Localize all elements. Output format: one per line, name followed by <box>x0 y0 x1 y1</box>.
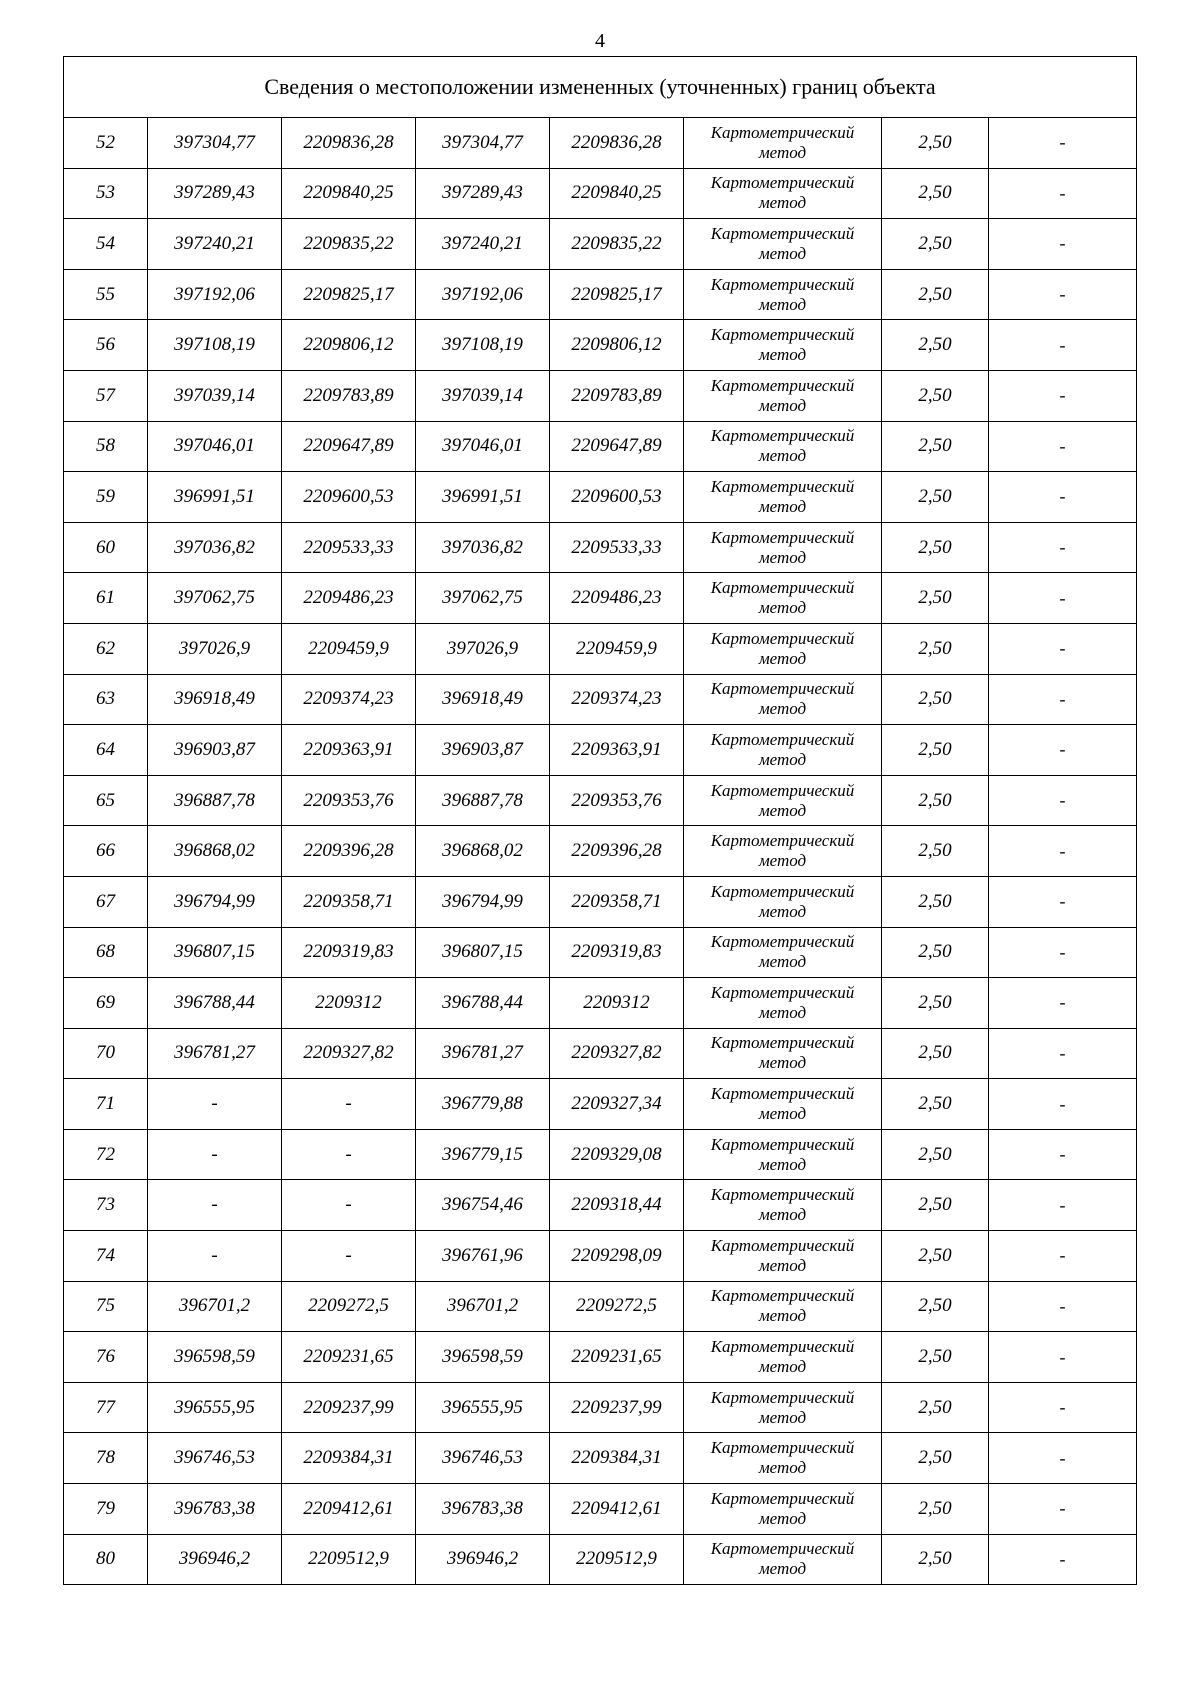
point-number-cell: 65 <box>64 775 148 826</box>
description-cell: - <box>989 1484 1137 1535</box>
table-row <box>64 775 1137 826</box>
precision-cell: 2,50 <box>882 674 989 725</box>
method-cell: Картометрический метод <box>684 725 882 776</box>
precision-cell: 2,50 <box>882 472 989 523</box>
description-cell: - <box>989 472 1137 523</box>
new-x-cell: 397062,75 <box>416 573 550 624</box>
new-y-cell: 2209384,31 <box>550 1433 684 1484</box>
new-y-cell: 2209806,12 <box>550 320 684 371</box>
method-cell: Картометрический метод <box>684 1281 882 1332</box>
new-y-cell: 2209647,89 <box>550 421 684 472</box>
old-x-cell: - <box>148 1129 282 1180</box>
point-number-cell: 80 <box>64 1534 148 1585</box>
precision-cell: 2,50 <box>882 320 989 371</box>
point-number-cell: 69 <box>64 978 148 1029</box>
old-x-cell: 396991,51 <box>148 472 282 523</box>
old-y-cell: 2209237,99 <box>282 1382 416 1433</box>
method-cell: Картометрический метод <box>684 1382 882 1433</box>
new-y-cell: 2209836,28 <box>550 118 684 169</box>
old-y-cell: 2209374,23 <box>282 674 416 725</box>
old-x-cell: 396788,44 <box>148 978 282 1029</box>
new-x-cell: 397108,19 <box>416 320 550 371</box>
old-x-cell: 397108,19 <box>148 320 282 371</box>
new-y-cell: 2209412,61 <box>550 1484 684 1535</box>
precision-cell: 2,50 <box>882 826 989 877</box>
new-x-cell: 396807,15 <box>416 927 550 978</box>
description-cell: - <box>989 978 1137 1029</box>
method-cell: Картометрический метод <box>684 826 882 877</box>
precision-cell: 2,50 <box>882 1231 989 1282</box>
point-number-cell: 54 <box>64 219 148 270</box>
old-x-cell: 396783,38 <box>148 1484 282 1535</box>
new-x-cell: 397192,06 <box>416 269 550 320</box>
precision-cell: 2,50 <box>882 775 989 826</box>
new-y-cell: 2209358,71 <box>550 876 684 927</box>
old-x-cell: - <box>148 1079 282 1130</box>
description-cell: - <box>989 522 1137 573</box>
table-title: Сведения о местоположении измененных (уточненных) границ объекта <box>64 57 1137 118</box>
old-y-cell: 2209533,33 <box>282 522 416 573</box>
old-y-cell: 2209312 <box>282 978 416 1029</box>
table-body <box>64 118 1137 1585</box>
method-cell: Картометрический метод <box>684 370 882 421</box>
old-y-cell: 2209647,89 <box>282 421 416 472</box>
description-cell: - <box>989 876 1137 927</box>
description-cell: - <box>989 168 1137 219</box>
description-cell: - <box>989 370 1137 421</box>
table-row <box>64 1534 1137 1585</box>
new-x-cell: 396701,2 <box>416 1281 550 1332</box>
old-y-cell: 2209231,65 <box>282 1332 416 1383</box>
method-cell: Картометрический метод <box>684 1079 882 1130</box>
old-y-cell: 2209835,22 <box>282 219 416 270</box>
new-y-cell: 2209512,9 <box>550 1534 684 1585</box>
table-row <box>64 978 1137 1029</box>
old-y-cell: - <box>282 1180 416 1231</box>
point-number-cell: 74 <box>64 1231 148 1282</box>
table-row <box>64 421 1137 472</box>
new-x-cell: 396746,53 <box>416 1433 550 1484</box>
precision-cell: 2,50 <box>882 370 989 421</box>
new-x-cell: 397036,82 <box>416 522 550 573</box>
description-cell: - <box>989 1281 1137 1332</box>
old-x-cell: 397039,14 <box>148 370 282 421</box>
new-x-cell: 397026,9 <box>416 623 550 674</box>
description-cell: - <box>989 1180 1137 1231</box>
description-cell: - <box>989 269 1137 320</box>
old-x-cell: 396903,87 <box>148 725 282 776</box>
new-x-cell: 396783,38 <box>416 1484 550 1535</box>
point-number-cell: 77 <box>64 1382 148 1433</box>
table-row <box>64 1079 1137 1130</box>
old-x-cell: 396701,2 <box>148 1281 282 1332</box>
point-number-cell: 58 <box>64 421 148 472</box>
old-y-cell: - <box>282 1079 416 1130</box>
description-cell: - <box>989 219 1137 270</box>
table-row <box>64 370 1137 421</box>
method-cell: Картометрический метод <box>684 269 882 320</box>
old-x-cell: 397240,21 <box>148 219 282 270</box>
table-row <box>64 1180 1137 1231</box>
new-x-cell: 396946,2 <box>416 1534 550 1585</box>
old-y-cell: 2209358,71 <box>282 876 416 927</box>
method-cell: Картометрический метод <box>684 1129 882 1180</box>
table-row <box>64 674 1137 725</box>
old-y-cell: 2209825,17 <box>282 269 416 320</box>
table-row <box>64 522 1137 573</box>
new-x-cell: 396887,78 <box>416 775 550 826</box>
precision-cell: 2,50 <box>882 1281 989 1332</box>
table-row <box>64 1231 1137 1282</box>
point-number-cell: 71 <box>64 1079 148 1130</box>
description-cell: - <box>989 1129 1137 1180</box>
point-number-cell: 52 <box>64 118 148 169</box>
method-cell: Картометрический метод <box>684 320 882 371</box>
old-y-cell: 2209512,9 <box>282 1534 416 1585</box>
point-number-cell: 76 <box>64 1332 148 1383</box>
precision-cell: 2,50 <box>882 1534 989 1585</box>
table-row <box>64 1484 1137 1535</box>
method-cell: Картометрический метод <box>684 978 882 1029</box>
precision-cell: 2,50 <box>882 573 989 624</box>
new-x-cell: 397304,77 <box>416 118 550 169</box>
precision-cell: 2,50 <box>882 1332 989 1383</box>
precision-cell: 2,50 <box>882 118 989 169</box>
point-number-cell: 68 <box>64 927 148 978</box>
old-y-cell: 2209396,28 <box>282 826 416 877</box>
old-y-cell: 2209806,12 <box>282 320 416 371</box>
table-row <box>64 826 1137 877</box>
point-number-cell: 70 <box>64 1028 148 1079</box>
point-number-cell: 59 <box>64 472 148 523</box>
new-y-cell: 2209600,53 <box>550 472 684 523</box>
old-x-cell: 397026,9 <box>148 623 282 674</box>
description-cell: - <box>989 1028 1137 1079</box>
old-x-cell: 396794,99 <box>148 876 282 927</box>
new-x-cell: 396903,87 <box>416 725 550 776</box>
table-row <box>64 168 1137 219</box>
old-x-cell: - <box>148 1180 282 1231</box>
precision-cell: 2,50 <box>882 269 989 320</box>
method-cell: Картометрический метод <box>684 421 882 472</box>
old-x-cell: 396918,49 <box>148 674 282 725</box>
new-x-cell: 396991,51 <box>416 472 550 523</box>
new-x-cell: 396918,49 <box>416 674 550 725</box>
table-row <box>64 1281 1137 1332</box>
method-cell: Картометрический метод <box>684 219 882 270</box>
precision-cell: 2,50 <box>882 1382 989 1433</box>
point-number-cell: 60 <box>64 522 148 573</box>
old-y-cell: 2209384,31 <box>282 1433 416 1484</box>
old-y-cell: 2209840,25 <box>282 168 416 219</box>
new-x-cell: 396555,95 <box>416 1382 550 1433</box>
new-x-cell: 396794,99 <box>416 876 550 927</box>
method-cell: Картометрический метод <box>684 623 882 674</box>
precision-cell: 2,50 <box>882 1180 989 1231</box>
description-cell: - <box>989 674 1137 725</box>
new-y-cell: 2209327,82 <box>550 1028 684 1079</box>
method-cell: Картометрический метод <box>684 168 882 219</box>
method-cell: Картометрический метод <box>684 674 882 725</box>
new-y-cell: 2209533,33 <box>550 522 684 573</box>
old-x-cell: 396946,2 <box>148 1534 282 1585</box>
table-row <box>64 320 1137 371</box>
new-x-cell: 397046,01 <box>416 421 550 472</box>
precision-cell: 2,50 <box>882 978 989 1029</box>
precision-cell: 2,50 <box>882 927 989 978</box>
description-cell: - <box>989 1332 1137 1383</box>
new-y-cell: 2209318,44 <box>550 1180 684 1231</box>
description-cell: - <box>989 1231 1137 1282</box>
new-y-cell: 2209319,83 <box>550 927 684 978</box>
new-x-cell: 396779,15 <box>416 1129 550 1180</box>
description-cell: - <box>989 927 1137 978</box>
method-cell: Картометрический метод <box>684 876 882 927</box>
precision-cell: 2,50 <box>882 876 989 927</box>
old-y-cell: - <box>282 1231 416 1282</box>
description-cell: - <box>989 1382 1137 1433</box>
point-number-cell: 73 <box>64 1180 148 1231</box>
table-row <box>64 623 1137 674</box>
method-cell: Картометрический метод <box>684 1433 882 1484</box>
table-row <box>64 219 1137 270</box>
table-row <box>64 1382 1137 1433</box>
precision-cell: 2,50 <box>882 1079 989 1130</box>
old-x-cell: 396746,53 <box>148 1433 282 1484</box>
old-x-cell: 396887,78 <box>148 775 282 826</box>
point-number-cell: 57 <box>64 370 148 421</box>
point-number-cell: 72 <box>64 1129 148 1180</box>
table-row <box>64 472 1137 523</box>
new-x-cell: 397240,21 <box>416 219 550 270</box>
old-x-cell: 396598,59 <box>148 1332 282 1383</box>
new-x-cell: 396868,02 <box>416 826 550 877</box>
old-y-cell: 2209459,9 <box>282 623 416 674</box>
new-y-cell: 2209486,23 <box>550 573 684 624</box>
method-cell: Картометрический метод <box>684 472 882 523</box>
old-y-cell: 2209486,23 <box>282 573 416 624</box>
new-x-cell: 396779,88 <box>416 1079 550 1130</box>
method-cell: Картометрический метод <box>684 1028 882 1079</box>
method-cell: Картометрический метод <box>684 1231 882 1282</box>
method-cell: Картометрический метод <box>684 1484 882 1535</box>
method-cell: Картометрический метод <box>684 573 882 624</box>
method-cell: Картометрический метод <box>684 522 882 573</box>
old-y-cell: 2209319,83 <box>282 927 416 978</box>
old-x-cell: 397304,77 <box>148 118 282 169</box>
new-x-cell: 396761,96 <box>416 1231 550 1282</box>
table-row <box>64 118 1137 169</box>
precision-cell: 2,50 <box>882 219 989 270</box>
boundary-coordinates-table <box>63 56 1137 1585</box>
old-x-cell: 396868,02 <box>148 826 282 877</box>
table-row <box>64 269 1137 320</box>
new-x-cell: 396781,27 <box>416 1028 550 1079</box>
point-number-cell: 66 <box>64 826 148 877</box>
new-y-cell: 2209374,23 <box>550 674 684 725</box>
method-cell: Картометрический метод <box>684 1534 882 1585</box>
description-cell: - <box>989 826 1137 877</box>
point-number-cell: 61 <box>64 573 148 624</box>
old-x-cell: 397046,01 <box>148 421 282 472</box>
method-cell: Картометрический метод <box>684 1332 882 1383</box>
description-cell: - <box>989 573 1137 624</box>
old-y-cell: 2209836,28 <box>282 118 416 169</box>
new-y-cell: 2209783,89 <box>550 370 684 421</box>
point-number-cell: 67 <box>64 876 148 927</box>
new-x-cell: 397289,43 <box>416 168 550 219</box>
new-y-cell: 2209835,22 <box>550 219 684 270</box>
new-y-cell: 2209312 <box>550 978 684 1029</box>
method-cell: Картометрический метод <box>684 1180 882 1231</box>
description-cell: - <box>989 1079 1137 1130</box>
precision-cell: 2,50 <box>882 1433 989 1484</box>
old-y-cell: 2209600,53 <box>282 472 416 523</box>
table-row <box>64 927 1137 978</box>
old-y-cell: 2209272,5 <box>282 1281 416 1332</box>
description-cell: - <box>989 421 1137 472</box>
new-y-cell: 2209840,25 <box>550 168 684 219</box>
table-row <box>64 876 1137 927</box>
old-x-cell: 397289,43 <box>148 168 282 219</box>
old-y-cell: 2209327,82 <box>282 1028 416 1079</box>
new-y-cell: 2209327,34 <box>550 1079 684 1130</box>
description-cell: - <box>989 1433 1137 1484</box>
precision-cell: 2,50 <box>882 1129 989 1180</box>
table-row <box>64 1433 1137 1484</box>
old-x-cell: 397062,75 <box>148 573 282 624</box>
old-x-cell: 397192,06 <box>148 269 282 320</box>
point-number-cell: 63 <box>64 674 148 725</box>
new-x-cell: 396788,44 <box>416 978 550 1029</box>
precision-cell: 2,50 <box>882 1484 989 1535</box>
point-number-cell: 78 <box>64 1433 148 1484</box>
description-cell: - <box>989 118 1137 169</box>
precision-cell: 2,50 <box>882 168 989 219</box>
old-x-cell: 396555,95 <box>148 1382 282 1433</box>
precision-cell: 2,50 <box>882 725 989 776</box>
precision-cell: 2,50 <box>882 522 989 573</box>
description-cell: - <box>989 775 1137 826</box>
page-number: 4 <box>595 30 605 52</box>
old-y-cell: 2209412,61 <box>282 1484 416 1535</box>
table-row <box>64 1028 1137 1079</box>
point-number-cell: 53 <box>64 168 148 219</box>
description-cell: - <box>989 1534 1137 1585</box>
point-number-cell: 75 <box>64 1281 148 1332</box>
new-y-cell: 2209353,76 <box>550 775 684 826</box>
new-y-cell: 2209459,9 <box>550 623 684 674</box>
new-y-cell: 2209329,08 <box>550 1129 684 1180</box>
old-y-cell: - <box>282 1129 416 1180</box>
point-number-cell: 55 <box>64 269 148 320</box>
precision-cell: 2,50 <box>882 1028 989 1079</box>
new-y-cell: 2209396,28 <box>550 826 684 877</box>
description-cell: - <box>989 623 1137 674</box>
new-y-cell: 2209231,65 <box>550 1332 684 1383</box>
old-x-cell: 396807,15 <box>148 927 282 978</box>
new-x-cell: 396754,46 <box>416 1180 550 1231</box>
table-row <box>64 725 1137 776</box>
point-number-cell: 56 <box>64 320 148 371</box>
new-y-cell: 2209298,09 <box>550 1231 684 1282</box>
old-x-cell: 396781,27 <box>148 1028 282 1079</box>
table-row <box>64 1129 1137 1180</box>
new-y-cell: 2209363,91 <box>550 725 684 776</box>
old-x-cell: - <box>148 1231 282 1282</box>
old-y-cell: 2209363,91 <box>282 725 416 776</box>
point-number-cell: 62 <box>64 623 148 674</box>
point-number-cell: 79 <box>64 1484 148 1535</box>
point-number-cell: 64 <box>64 725 148 776</box>
method-cell: Картометрический метод <box>684 118 882 169</box>
old-y-cell: 2209783,89 <box>282 370 416 421</box>
precision-cell: 2,50 <box>882 421 989 472</box>
old-y-cell: 2209353,76 <box>282 775 416 826</box>
table-row <box>64 1332 1137 1383</box>
description-cell: - <box>989 725 1137 776</box>
method-cell: Картометрический метод <box>684 775 882 826</box>
new-y-cell: 2209272,5 <box>550 1281 684 1332</box>
new-x-cell: 397039,14 <box>416 370 550 421</box>
old-x-cell: 397036,82 <box>148 522 282 573</box>
precision-cell: 2,50 <box>882 623 989 674</box>
table-header-row <box>64 57 1137 118</box>
description-cell: - <box>989 320 1137 371</box>
table-row <box>64 573 1137 624</box>
new-y-cell: 2209825,17 <box>550 269 684 320</box>
new-y-cell: 2209237,99 <box>550 1382 684 1433</box>
method-cell: Картометрический метод <box>684 927 882 978</box>
new-x-cell: 396598,59 <box>416 1332 550 1383</box>
